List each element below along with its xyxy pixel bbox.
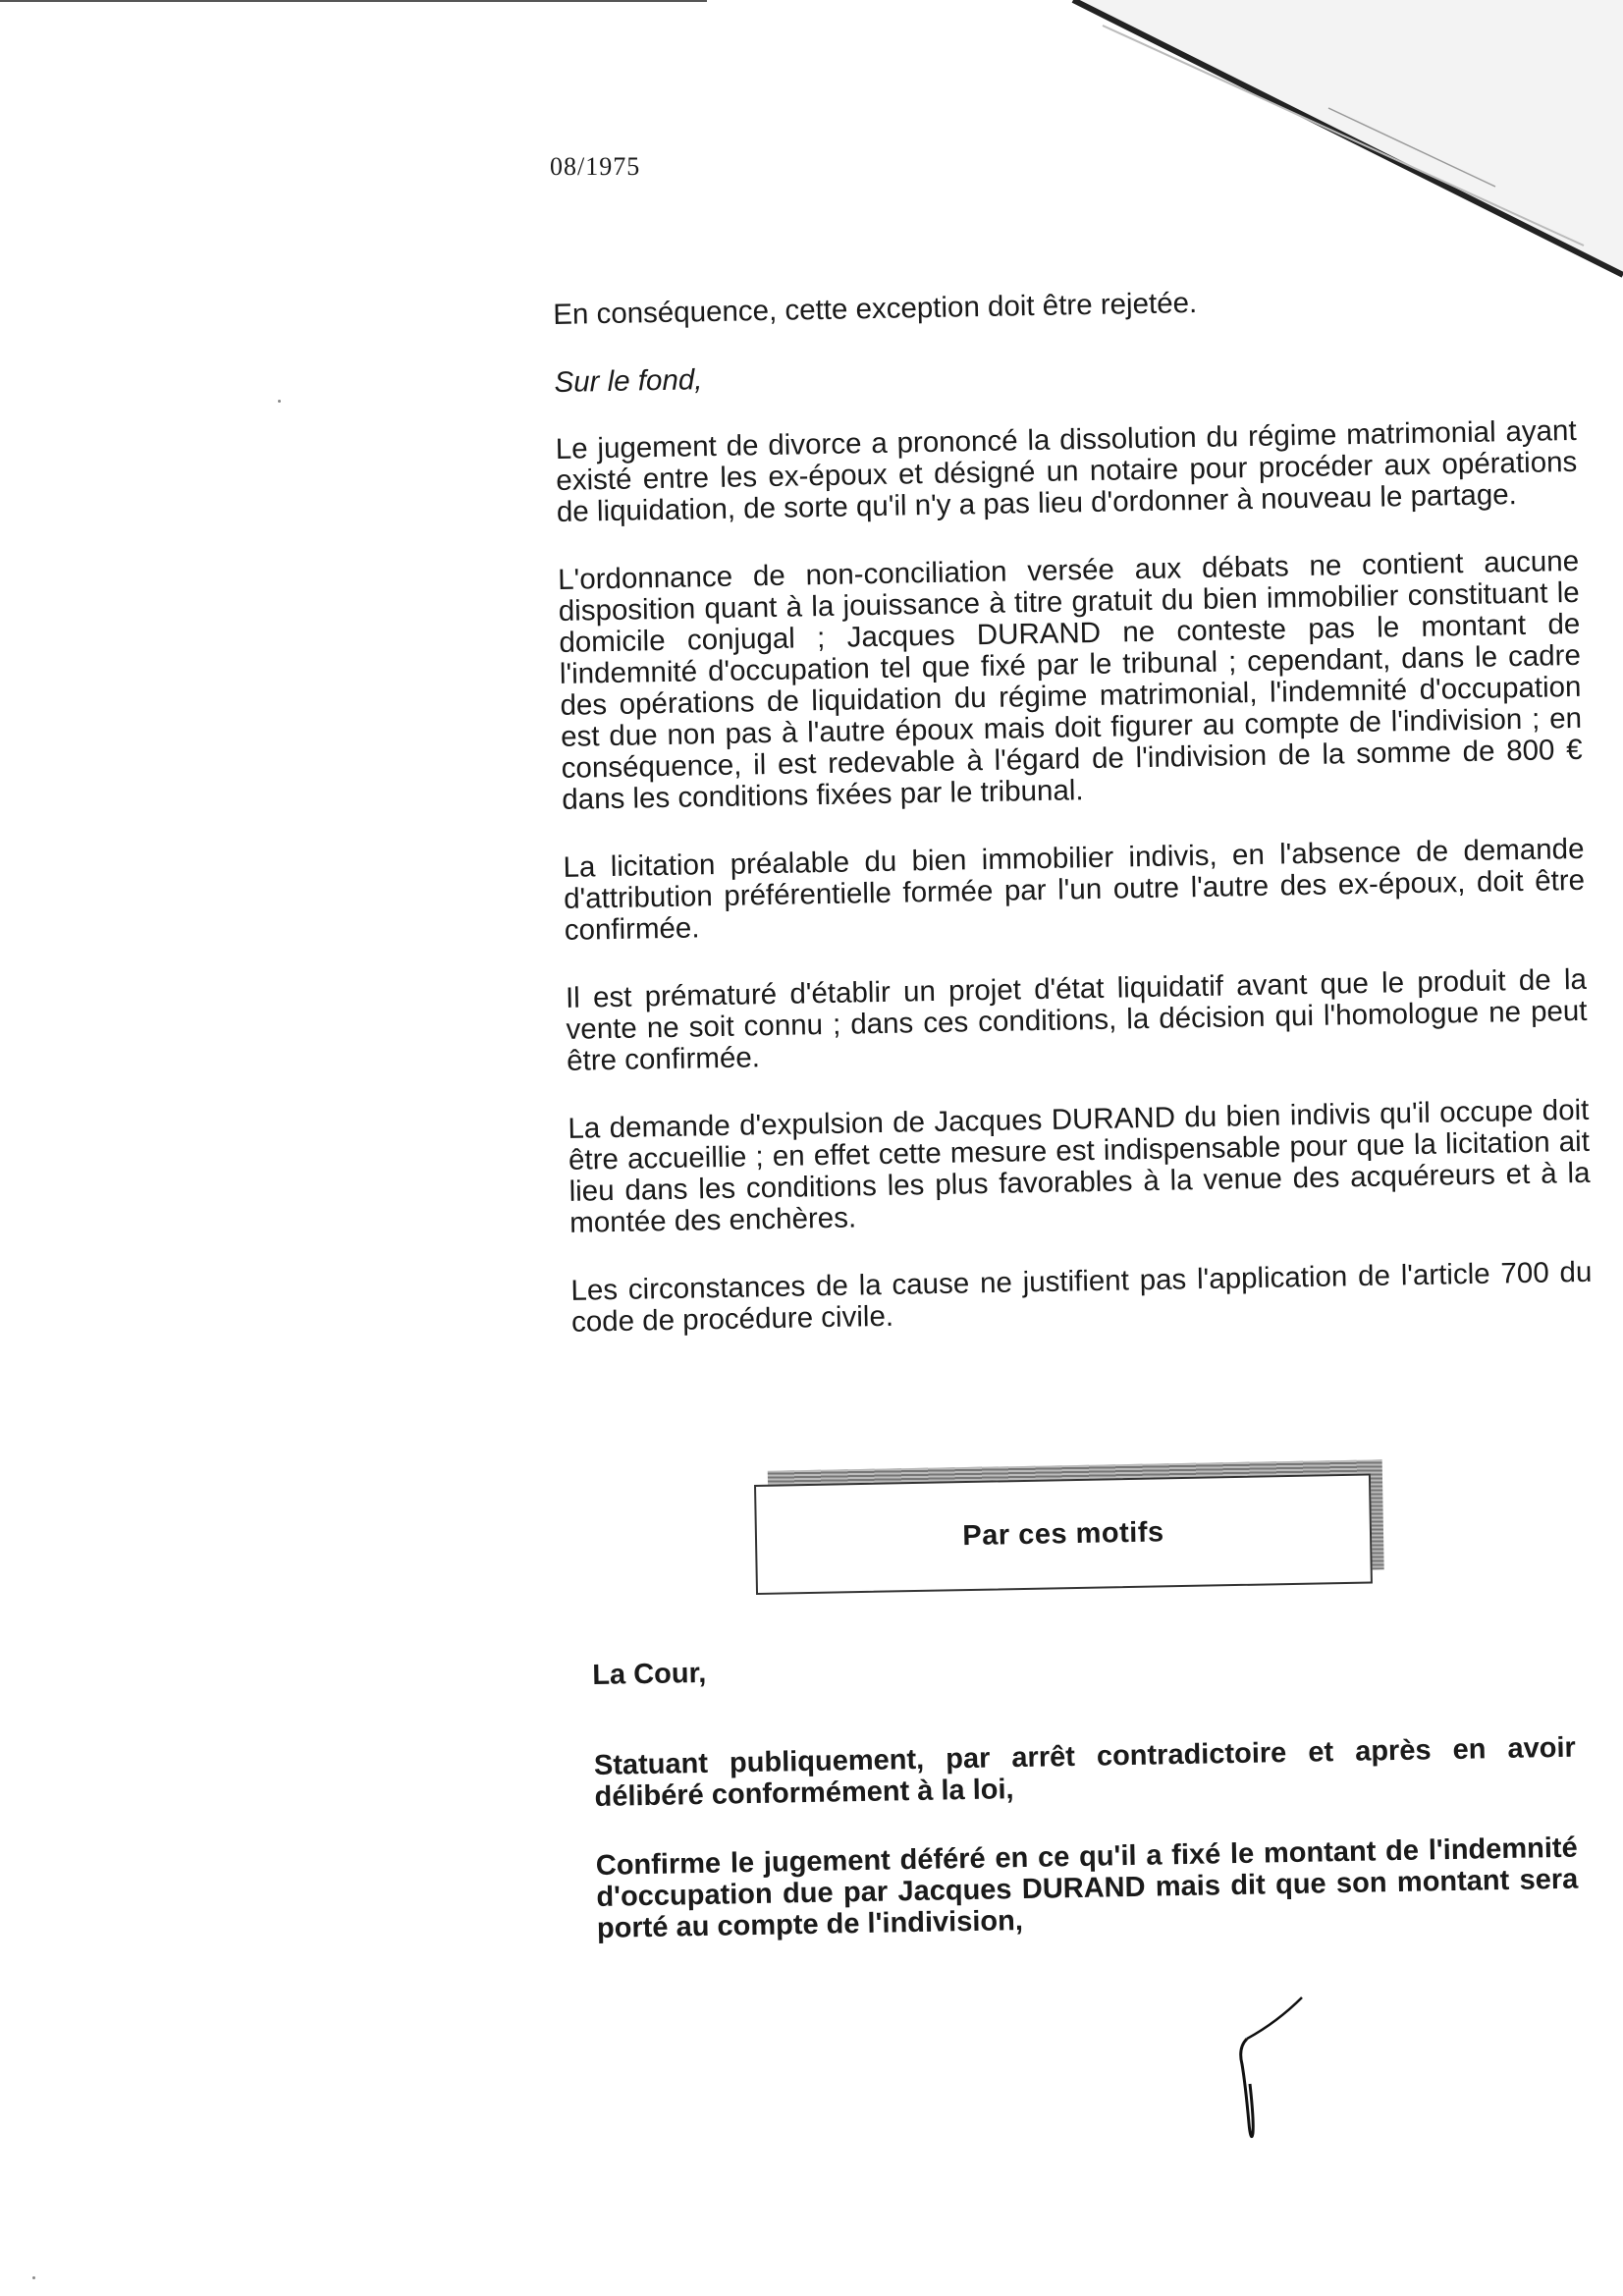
scan-edge-line	[0, 0, 707, 2]
decision-confirme: Confirme le jugement déféré en ce qu'il a fixé le montant de l'indemnité d'occupation due par Jacques DURAND mais dit que son montant sera porté au compte de l'indivision,	[595, 1831, 1579, 1944]
scan-speck	[32, 2276, 35, 2279]
decision-section	[592, 1642, 1580, 1982]
paragraph-licitation: La licitation préalable du bien immobilier indivis, en l'absence de demande d'attribution préférentielle formée par l'un outre l'autre des ex-époux, doit être confirmée.	[563, 832, 1586, 947]
motifs-heading-box	[754, 1473, 1373, 1594]
motifs-title: Par ces motifs	[962, 1515, 1164, 1552]
court-heading: La Cour,	[592, 1657, 707, 1691]
folded-corner	[1034, 0, 1623, 295]
paragraph-etat-liquidatif: Il est prématuré d'établir un projet d'état liquidatif avant que le produit de la vente ne soit connu ; dans ces conditions, la décision qui l'homologue ne peut être confirmée.	[565, 962, 1588, 1077]
judgment-body	[553, 281, 1594, 1375]
paragraph-exception: En conséquence, cette exception doit être rejetée.	[552, 286, 1198, 331]
paragraph-divorce: Le jugement de divorce a prononcé la dissolution du régime matrimonial ayant existé entre les ex-époux et désigné un notaire pour procéder aux opérations de liquidation, de sorte qu'il n'y a pas lieu d'ordonner à nouveau le partage.	[555, 413, 1578, 528]
paragraph-occupation: L'ordonnance de non-conciliation versée aux débats ne contient aucune disposition quant à la jouissance à titre gratuit du bien immobilier constituant le domicile conjugal ; Jacques DURAND ne conteste pas le montant de l'indemnité d'occupation tel que fixé par le tribunal ; cependant, dans le cadre des opérations de liquidation du régime matrimonial, l'indemnité d'occupation est due non pas à l'autre époux mais doit figurer au compte de l'indivision ; en conséquence, il est redevable à l'égard de l'indivision de la somme de 800 € dans les conditions fixées par le tribunal.	[557, 544, 1583, 816]
handwritten-initial-signature	[1217, 1994, 1325, 2151]
decision-statuant: Statuant publiquement, par arrêt contradictoire et après en avoir délibéré conformément à la loi,	[593, 1731, 1577, 1813]
section-subheading: Sur le fond,	[554, 363, 703, 399]
paragraph-expulsion: La demande d'expulsion de Jacques DURAND du bien indivis qu'il occupe doit être accueillie ; en effet cette mesure est indispensable pour que la licitation ait lieu dans les conditions les plus favorables à la venue des acquéreurs et à la montée des enchères.	[568, 1093, 1591, 1239]
scan-speck	[278, 400, 281, 403]
motifs-box-frame	[754, 1473, 1373, 1594]
paragraph-article-700: Les circonstances de la cause ne justifient pas l'application de l'article 700 du code de procédure civile.	[570, 1255, 1593, 1339]
page-reference: 08/1975	[550, 152, 641, 181]
